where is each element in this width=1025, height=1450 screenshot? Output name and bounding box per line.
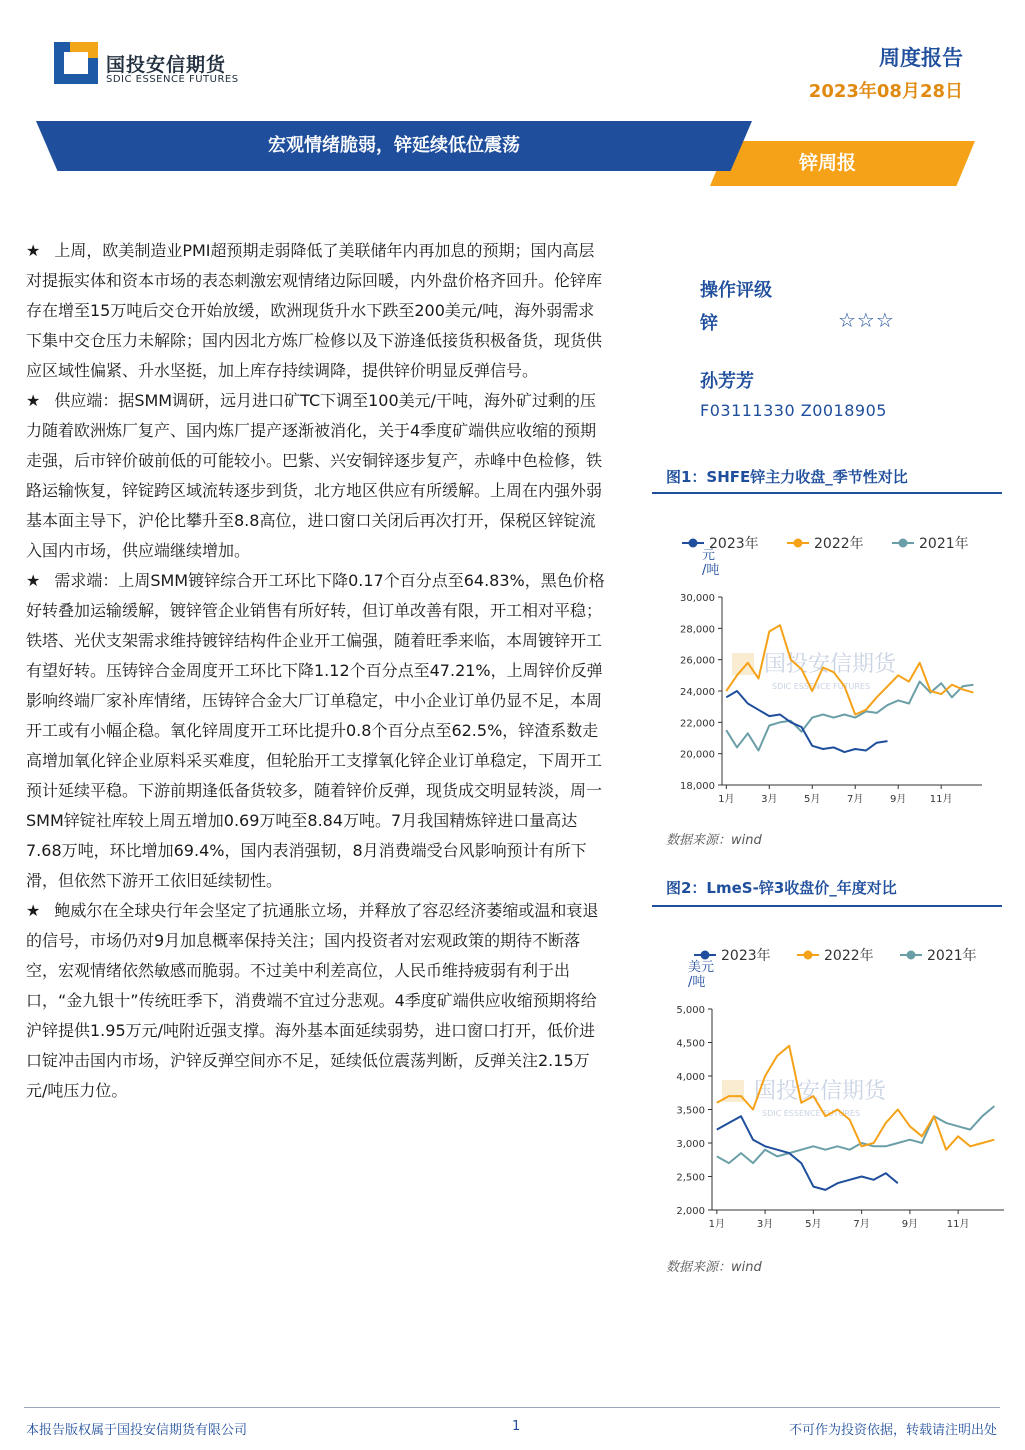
y-tick-label: 22,000 (680, 718, 715, 730)
figure-1-title: 图1：SHFE锌主力收盘_季节性对比 (666, 468, 908, 486)
star-bullet-icon: ★ (26, 391, 41, 410)
banner-tag: 锌周报 (798, 152, 856, 174)
x-tick-label: 9月 (901, 1219, 919, 1230)
report-date: 2023年08月28日 (808, 81, 963, 102)
figure-2-chart (652, 938, 1004, 1238)
series-line-2023年 (717, 1116, 898, 1190)
report-body (26, 236, 606, 1106)
watermark-text: 国投安信期货 (764, 652, 897, 677)
y-tick-label: 2,500 (676, 1172, 705, 1184)
watermark-text: 国投安信期货 (754, 1079, 887, 1104)
y-tick-label: 2,000 (676, 1206, 705, 1217)
watermark-logo-icon (732, 653, 754, 675)
star-bullet-icon: ★ (26, 241, 41, 260)
watermark-text-en: SDIC ESSENCE FUTURES (772, 682, 871, 691)
legend-label: 2023年 (721, 948, 771, 964)
analyst-name: 孙芳芳 (700, 371, 754, 392)
x-tick-label: 1月 (718, 794, 735, 805)
analyst-license: F03111330 Z0018905 (700, 401, 887, 420)
y-tick-label: 24,000 (680, 687, 715, 698)
x-tick-label: 11月 (929, 794, 953, 805)
footer-divider (24, 1407, 1000, 1408)
y-tick-label: 18,000 (680, 781, 715, 792)
company-name-en: SDIC ESSENCE FUTURES (106, 74, 239, 85)
legend-marker (907, 951, 916, 960)
star-bullet-icon: ★ (26, 571, 41, 590)
y-tick-label: 20,000 (680, 749, 715, 761)
x-tick-label: 9月 (890, 794, 907, 805)
y-tick-label: 4,000 (676, 1072, 705, 1083)
banner-title: 宏观情绪脆弱，锌延续低位震荡 (268, 135, 520, 156)
company-name-cn: 国投安信期货 (106, 54, 227, 76)
figure-1-rule (652, 492, 1002, 494)
body-paragraph: ★ 鲍威尔在全球央行年会坚定了抗通胀立场，并释放了容忍经济萎缩或温和衰退的信号，市场仍对9月加息概率保持关注；国内投资者对宏观政策的期待不断落空，宏观情绪依然敏感而脆弱。不过美中利差高位，人民币维持疲弱有利于出口，“金九银十”传统旺季下，消费端不宜过分悲观。4季度矿端供应收缩预期将给沪锌提供1.95万元/吨附近强支撑。海外基本面延续弱势，进口窗口打开，低价进口锭冲击国内市场，沪锌反弹空间亦不足，延续低位震荡判断，反弹关注2.15万元/吨压力位。 (26, 901, 599, 1100)
y-axis-unit: /吨 (688, 975, 706, 990)
page-number: 1 (512, 1419, 521, 1434)
legend-label: 2021年 (919, 536, 969, 552)
figure-1-chart (652, 525, 1002, 815)
x-tick-label: 3月 (756, 1219, 774, 1230)
series-line-2023年 (726, 691, 887, 752)
report-type: 周度报告 (879, 46, 963, 70)
rating-metal: 锌 (700, 313, 718, 334)
legend-marker (794, 539, 803, 548)
figure-1-source: 数据来源：wind (666, 833, 762, 848)
x-tick-label: 11月 (946, 1219, 970, 1230)
footer-copyright: 本报告版权属于国投安信期货有限公司 (26, 1423, 248, 1438)
y-axis-unit: 美元 (688, 960, 715, 975)
y-tick-label: 28,000 (680, 624, 715, 636)
figure-2-rule (652, 905, 1002, 907)
y-tick-label: 3,000 (676, 1139, 705, 1150)
legend-marker (804, 951, 813, 960)
footer-disclaimer: 不可作为投资依据，转载请注明出处 (788, 1423, 997, 1438)
legend-label: 2023年 (709, 536, 759, 552)
legend-label: 2021年 (927, 948, 977, 964)
x-tick-label: 3月 (761, 794, 778, 805)
y-tick-label: 26,000 (680, 655, 715, 667)
y-tick-label: 3,500 (676, 1105, 705, 1117)
legend-label: 2022年 (824, 948, 874, 964)
rating-label: 操作评级 (700, 280, 772, 301)
x-tick-label: 1月 (708, 1219, 726, 1230)
x-tick-label: 5月 (805, 1219, 822, 1230)
y-tick-label: 4,500 (676, 1038, 705, 1050)
legend-marker (899, 539, 908, 548)
watermark-text-en: SDIC ESSENCE FUTURES (762, 1109, 861, 1118)
company-logo (54, 42, 98, 84)
body-paragraph: ★ 上周，欧美制造业PMI超预期走弱降低了美联储年内再加息的预期；国内高层对提振实体和资本市场的表态刺激宏观情绪边际回暖，内外盘价格齐回升。伦锌库存在增至15万吨后交仓开始放缓，欧洲现货升水下跌至200美元/吨，海外弱需求下集中交仓压力未解除；国内因北方炼厂检修以及下游逢低接货积极备货，现货供应区域性偏紧、升水坚挺，加上库存持续调降，提供锌价明显反弹信号。 (26, 241, 603, 380)
y-axis-unit: /吨 (702, 563, 720, 578)
legend-marker (689, 539, 698, 548)
figure-2-title: 图2：LmeS-锌3收盘价_年度对比 (666, 879, 897, 897)
legend-marker (701, 951, 710, 960)
x-tick-label: 5月 (804, 794, 821, 805)
y-tick-label: 5,000 (676, 1005, 705, 1016)
x-tick-label: 7月 (853, 1219, 870, 1230)
y-axis-unit: 元 (702, 548, 716, 563)
body-paragraph: ★ 供应端：据SMM调研，远月进口矿TC下调至100美元/干吨，海外矿过剩的压力随着欧洲炼厂复产、国内炼厂提产逐渐被消化，关于4季度矿端供应收缩的预期走强，后市锌价破前低的可能较小。巴紫、兴安铜锌逐步复产，赤峰中色检修，铁路运输恢复，锌锭跨区域流转逐步到货，北方地区供应有所缓解。上周在内强外弱基本面主导下，沪伦比攀升至8.8高位，进口窗口关闭后再次打开，保税区锌锭流入国内市场，供应端继续增加。 (26, 391, 603, 560)
x-tick-label: 7月 (847, 794, 864, 805)
y-tick-label: 30,000 (680, 593, 715, 604)
figure-2-source: 数据来源：wind (666, 1260, 762, 1275)
legend-label: 2022年 (814, 536, 864, 552)
rating-stars-icon: ☆☆☆ (838, 308, 895, 332)
body-paragraph: ★ 需求端：上周SMM镀锌综合开工环比下降0.17个百分点至64.83%，黑色价格好转叠加运输缓解，镀锌管企业销售有所好转，但订单改善有限，开工相对平稳；铁塔、光伏支架需求维持镀锌结构件企业开工偏强，随着旺季来临，本周镀锌开工有望好转。压铸锌合金周度开工环比下降1.12个百分点至47.21%，上周锌价反弹影响终端厂家补库情绪，压铸锌合金大厂订单稳定，中小企业订单仍显不足，本周开工或有小幅企稳。氧化锌周度开工环比提升0.8个百分点至62.5%，锌渣系数走高增加氧化锌企业原料采买难度，但轮胎开工支撑氧化锌企业订单稳定，下周开工预计延续平稳。下游前期逢低备货较多，随着锌价反弹，现货成交明显转淡，周一SMM锌锭社库较上周五增加0.69万吨至8.84万吨。7月我国精炼锌进口量高达7.68万吨，环比增加69.4%，国内表消强韧，8月消费端受台风影响预计有所下滑，但依然下游开工依旧延续韧性。 (26, 571, 605, 890)
star-bullet-icon: ★ (26, 901, 41, 920)
